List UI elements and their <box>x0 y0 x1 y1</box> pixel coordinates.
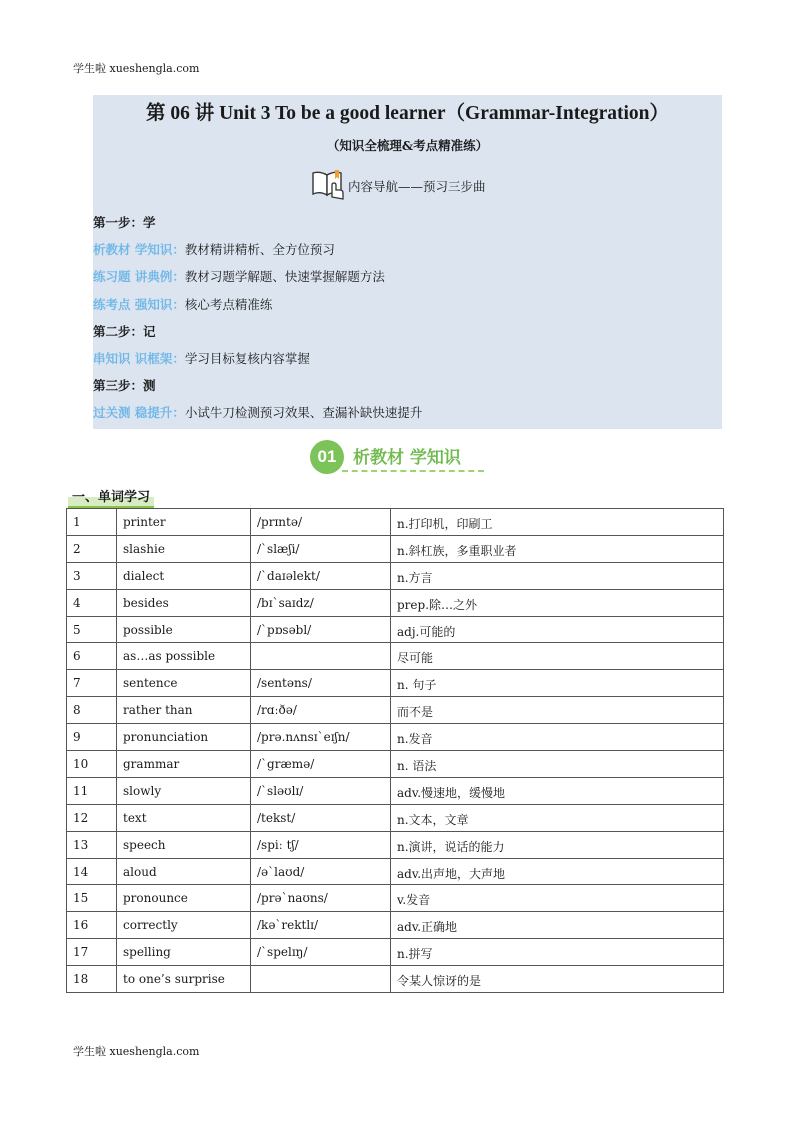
vocab-index: 7 <box>67 670 117 697</box>
vocab-phonetic: /rɑːðə/ <box>251 697 391 724</box>
vocab-meaning: v.发音 <box>391 885 724 912</box>
vocab-word: spelling <box>117 939 251 966</box>
vocab-word: correctly <box>117 912 251 939</box>
vocab-index: 6 <box>67 643 117 670</box>
nav-label: 内容导航——预习三步曲 <box>348 179 486 194</box>
vocab-word: text <box>117 804 251 831</box>
vocab-phonetic: /bɪˋsaɪdz/ <box>251 589 391 616</box>
vocab-meaning: 尽可能 <box>391 643 724 670</box>
vocab-index: 8 <box>67 697 117 724</box>
vocab-meaning: adv.出声地，大声地 <box>391 858 724 885</box>
step-desc: 小试牛刀检测预习效果、查漏补缺快速提升 <box>184 405 423 420</box>
vocab-meaning: adv.正确地 <box>391 912 724 939</box>
vocab-word: to one’s surprise <box>117 966 251 993</box>
table-row <box>67 939 724 966</box>
vocab-meaning: n.文本，文章 <box>391 804 724 831</box>
table-row <box>67 831 724 858</box>
vocab-meaning: n.演讲，说话的能力 <box>391 831 724 858</box>
table-row <box>67 751 724 778</box>
section-title: 析教材 学知识 <box>353 448 461 468</box>
vocab-word: rather than <box>117 697 251 724</box>
vocab-word: dialect <box>117 562 251 589</box>
vocab-meaning: n.拼写 <box>391 939 724 966</box>
vocab-word: grammar <box>117 751 251 778</box>
table-row <box>67 562 724 589</box>
vocab-index: 13 <box>67 831 117 858</box>
step-tag: 练考点 强知识： <box>93 297 185 312</box>
vocab-index: 15 <box>67 885 117 912</box>
vocab-meaning: n.方言 <box>391 562 724 589</box>
vocab-meaning: prep.除…之外 <box>391 589 724 616</box>
vocab-phonetic: /ˋgræmə/ <box>251 751 391 778</box>
vocab-phonetic: /ˋspelɪŋ/ <box>251 939 391 966</box>
vocab-meaning: n.斜杠族，多重职业者 <box>391 535 724 562</box>
step-tag: 练习题 讲典例： <box>93 269 185 284</box>
vocab-table <box>66 508 724 993</box>
vocab-word: pronunciation <box>117 724 251 751</box>
vocab-table-body <box>67 509 724 993</box>
vocab-phonetic: /sentəns/ <box>251 670 391 697</box>
step-desc: 教材习题学解题、快速掌握解题方法 <box>184 269 385 284</box>
table-row <box>67 724 724 751</box>
vocab-phonetic: /spiː tʃ/ <box>251 831 391 858</box>
step-three-heading: 第三步：测 <box>93 378 156 393</box>
vocab-word: as…as possible <box>117 643 251 670</box>
step-one-heading: 第一步：学 <box>93 215 156 230</box>
vocab-index: 4 <box>67 589 117 616</box>
step-two-heading: 第二步：记 <box>93 324 156 339</box>
vocab-phonetic: /ˋslæʃi/ <box>251 535 391 562</box>
vocab-index: 2 <box>67 535 117 562</box>
vocab-meaning: n. 语法 <box>391 751 724 778</box>
table-row <box>67 912 724 939</box>
page-footer: 学生啦 xueshengla.com <box>73 1045 200 1058</box>
vocab-phonetic: /prə.nʌnsɪˋeɪʃn/ <box>251 724 391 751</box>
vocab-phonetic <box>251 966 391 993</box>
vocab-index: 1 <box>67 509 117 536</box>
vocab-index: 10 <box>67 751 117 778</box>
vocab-index: 9 <box>67 724 117 751</box>
table-row <box>67 966 724 993</box>
vocab-index: 11 <box>67 777 117 804</box>
vocab-meaning: n.发音 <box>391 724 724 751</box>
vocab-index: 3 <box>67 562 117 589</box>
step-line <box>93 295 272 313</box>
book-hand-icon <box>310 167 348 201</box>
vocab-phonetic <box>251 643 391 670</box>
table-row <box>67 509 724 536</box>
table-row <box>67 858 724 885</box>
vocab-meaning: adj.可能的 <box>391 616 724 643</box>
vocab-word: slashie <box>117 535 251 562</box>
vocab-word: besides <box>117 589 251 616</box>
table-row <box>67 670 724 697</box>
step-desc: 教材精讲精析、全方位预习 <box>184 242 335 257</box>
vocab-phonetic: /əˋlaʊd/ <box>251 858 391 885</box>
vocab-phonetic: /kəˋrektlɪ/ <box>251 912 391 939</box>
vocab-word: pronounce <box>117 885 251 912</box>
lesson-banner <box>93 95 722 429</box>
vocab-meaning: n.打印机，印刷工 <box>391 509 724 536</box>
lesson-subtitle: （知识全梳理&考点精准练） <box>326 138 489 153</box>
step-line <box>93 240 335 258</box>
vocab-word: aloud <box>117 858 251 885</box>
vocab-word: printer <box>117 509 251 536</box>
vocab-word: speech <box>117 831 251 858</box>
step-line <box>93 403 422 421</box>
vocab-index: 5 <box>67 616 117 643</box>
vocab-phonetic: /tekst/ <box>251 804 391 831</box>
step-line <box>93 267 385 285</box>
vocab-heading: 一、单词学习 <box>68 486 154 508</box>
vocab-phonetic: /ˋsləʊlɪ/ <box>251 777 391 804</box>
table-row <box>67 697 724 724</box>
table-row <box>67 643 724 670</box>
table-row <box>67 777 724 804</box>
vocab-index: 14 <box>67 858 117 885</box>
section-number: 01 <box>310 440 344 474</box>
vocab-phonetic: /ˋdaɪəlekt/ <box>251 562 391 589</box>
table-row <box>67 616 724 643</box>
vocab-word: sentence <box>117 670 251 697</box>
table-row <box>67 804 724 831</box>
step-tag: 串知识 识框架： <box>93 351 185 366</box>
vocab-meaning: adv.慢速地，缓慢地 <box>391 777 724 804</box>
step-tag: 析教材 学知识： <box>93 242 185 257</box>
step-desc: 核心考点精准练 <box>184 297 273 312</box>
section-underline <box>342 470 484 472</box>
vocab-meaning: 令某人惊讶的是 <box>391 966 724 993</box>
vocab-index: 16 <box>67 912 117 939</box>
vocab-word: slowly <box>117 777 251 804</box>
table-row <box>67 589 724 616</box>
page-header: 学生啦 xueshengla.com <box>73 62 200 75</box>
vocab-meaning: 而不是 <box>391 697 724 724</box>
lesson-title: 第 06 讲 Unit 3 To be a good learner（Grammar-Integration） <box>145 103 670 124</box>
vocab-phonetic: /prəˋnaʊns/ <box>251 885 391 912</box>
vocab-meaning: n. 句子 <box>391 670 724 697</box>
step-tag: 过关测 稳提升： <box>93 405 185 420</box>
section-badge <box>310 438 490 474</box>
vocab-index: 12 <box>67 804 117 831</box>
vocab-phonetic: /prɪntə/ <box>251 509 391 536</box>
table-row <box>67 535 724 562</box>
step-line <box>93 349 310 367</box>
vocab-word: possible <box>117 616 251 643</box>
table-row <box>67 885 724 912</box>
vocab-index: 17 <box>67 939 117 966</box>
vocab-phonetic: /ˋpɒsəbl/ <box>251 616 391 643</box>
step-desc: 学习目标复核内容掌握 <box>184 351 310 366</box>
vocab-index: 18 <box>67 966 117 993</box>
